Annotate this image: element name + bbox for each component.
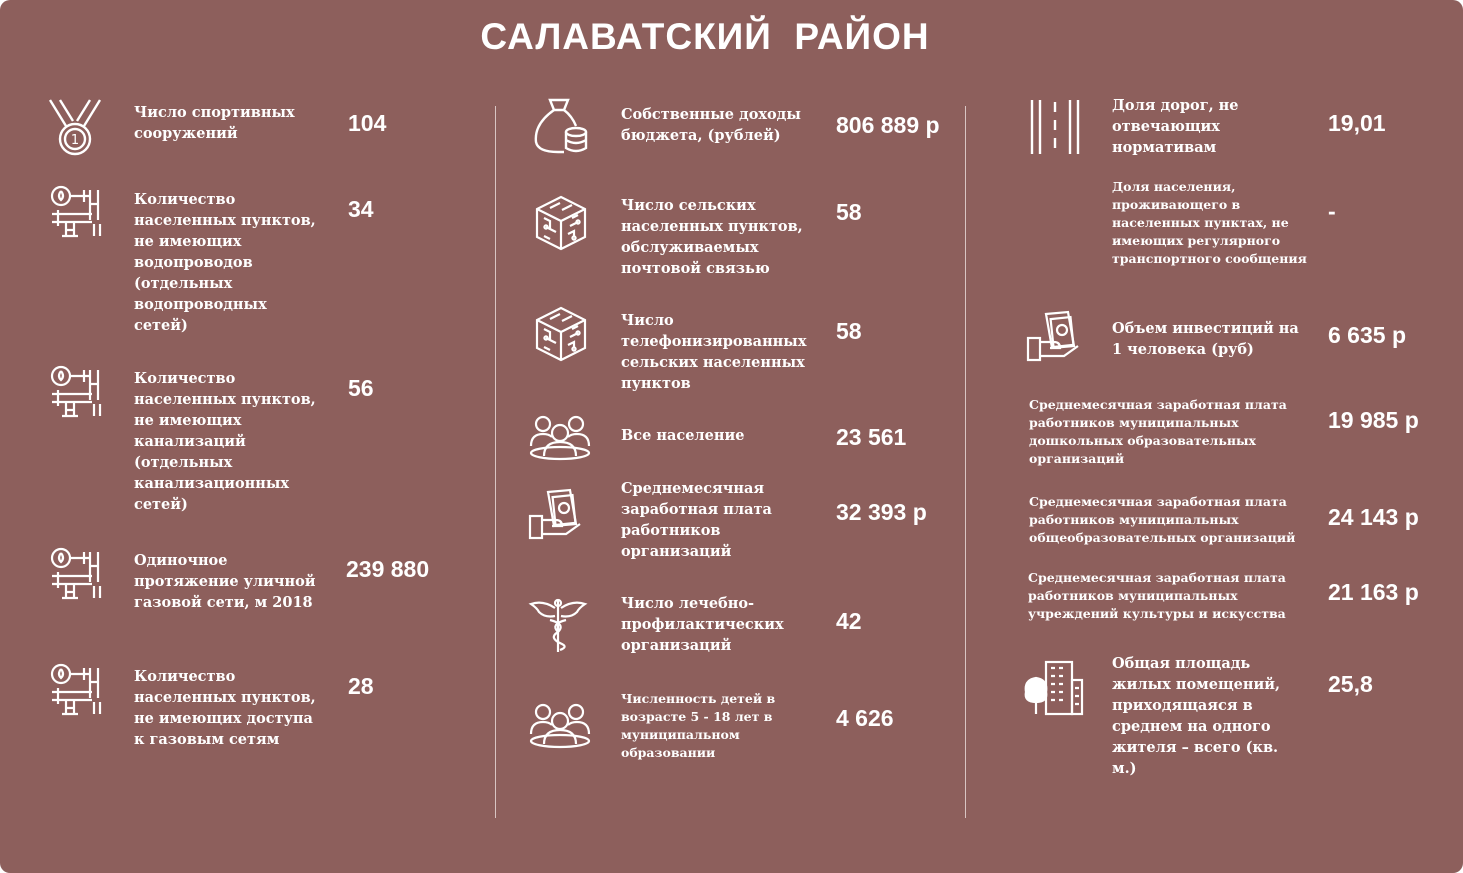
stat-value: - [1328,198,1336,224]
stat-label: Все население [621,427,745,444]
money-bag-icon [530,96,592,158]
stat-value: 28 [348,673,374,699]
people-group-icon [528,700,592,750]
stat-value: 24 143 р [1328,504,1419,530]
stat-value: 42 [836,608,862,634]
stat-label: Количество населенных пунктов, не имеющих водопроводов (отдельных водопроводных сетей) [134,191,316,334]
money-hand-icon [528,488,582,542]
stat-value: 104 [348,110,387,136]
stat-label: Объем инвестиций на 1 человека (руб) [1112,320,1299,358]
stat-label: Среднемесячная заработная плата работников муниципальных учреждений культуры и искусства [1028,570,1286,621]
stat-value: 34 [348,196,374,222]
circuit-cube-icon [532,305,590,363]
stat-label: Доля населения, проживающего в населенных пунктах, не имеющих регулярного транспортного сообщения [1112,179,1307,266]
people-group-icon [528,412,592,462]
stat-label: Общая площадь жилых помещений, приходящаяся в среднем на одного жителя – всего (кв. м.) [1112,655,1281,777]
stat-label: Число лечебно-профилактических организаций [621,595,784,654]
stat-value: 21 163 р [1328,579,1419,605]
stat-label: Одиночное протяжение уличной газовой сети, м 2018 [134,552,316,611]
stat-label: Число сельских населенных пунктов, обслуживаемых почтовой связью [621,197,803,277]
money-hand-icon [1026,310,1080,364]
stat-label: Численность детей в возрасте 5 - 18 лет в муниципальном образовании [621,691,776,760]
svg-text:1: 1 [70,133,80,148]
building-tree-icon [1024,658,1084,716]
stat-value: 56 [348,375,374,401]
caduceus-icon [528,596,588,654]
stat-value: 32 393 р [836,499,927,525]
medal-icon [44,96,106,158]
stat-value: 58 [836,199,862,225]
pipes-icon [48,662,104,718]
stat-value: 6 635 р [1328,322,1406,348]
stat-label: Количество населенных пунктов, не имеющих канализаций (отдельных канализационных сетей) [134,370,316,513]
stat-value: 23 561 [836,424,907,450]
stat-label: Количество населенных пунктов, не имеющих доступа к газовым сетям [134,668,316,748]
stat-label: Собственные доходы бюджета, (рублей) [621,106,801,144]
stat-label: Доля дорог, не отвечающих нормативам [1112,97,1239,156]
stat-value: 19 985 р [1328,407,1419,433]
stat-value: 239 880 [346,556,430,582]
pipes-icon [48,184,104,240]
stat-label: Среднемесячная заработная плата работников муниципальных дошкольных образовательных организаций [1029,397,1287,466]
page-title: САЛАВАТСКИЙ РАЙОН [480,16,930,57]
stat-label: Среднемесячная заработная плата работников организаций [621,480,772,560]
column-divider-left [495,106,496,818]
stat-value: 58 [836,318,862,344]
stat-label: Число телефонизированных сельских населенных пунктов [621,312,807,392]
stat-label: Среднемесячная заработная плата работников муниципальных общеобразовательных организаций [1029,494,1296,545]
circuit-cube-icon [532,194,590,252]
pipes-icon [48,364,104,420]
stat-value: 19,01 [1328,110,1386,136]
column-divider-right [965,106,966,818]
stat-label: Число спортивных сооружений [134,104,295,142]
road-icon [1028,98,1082,156]
pipes-icon [48,546,104,602]
stat-value: 4 626 [836,705,894,731]
stat-value: 25,8 [1328,671,1373,697]
stat-value: 806 889 р [836,112,940,138]
